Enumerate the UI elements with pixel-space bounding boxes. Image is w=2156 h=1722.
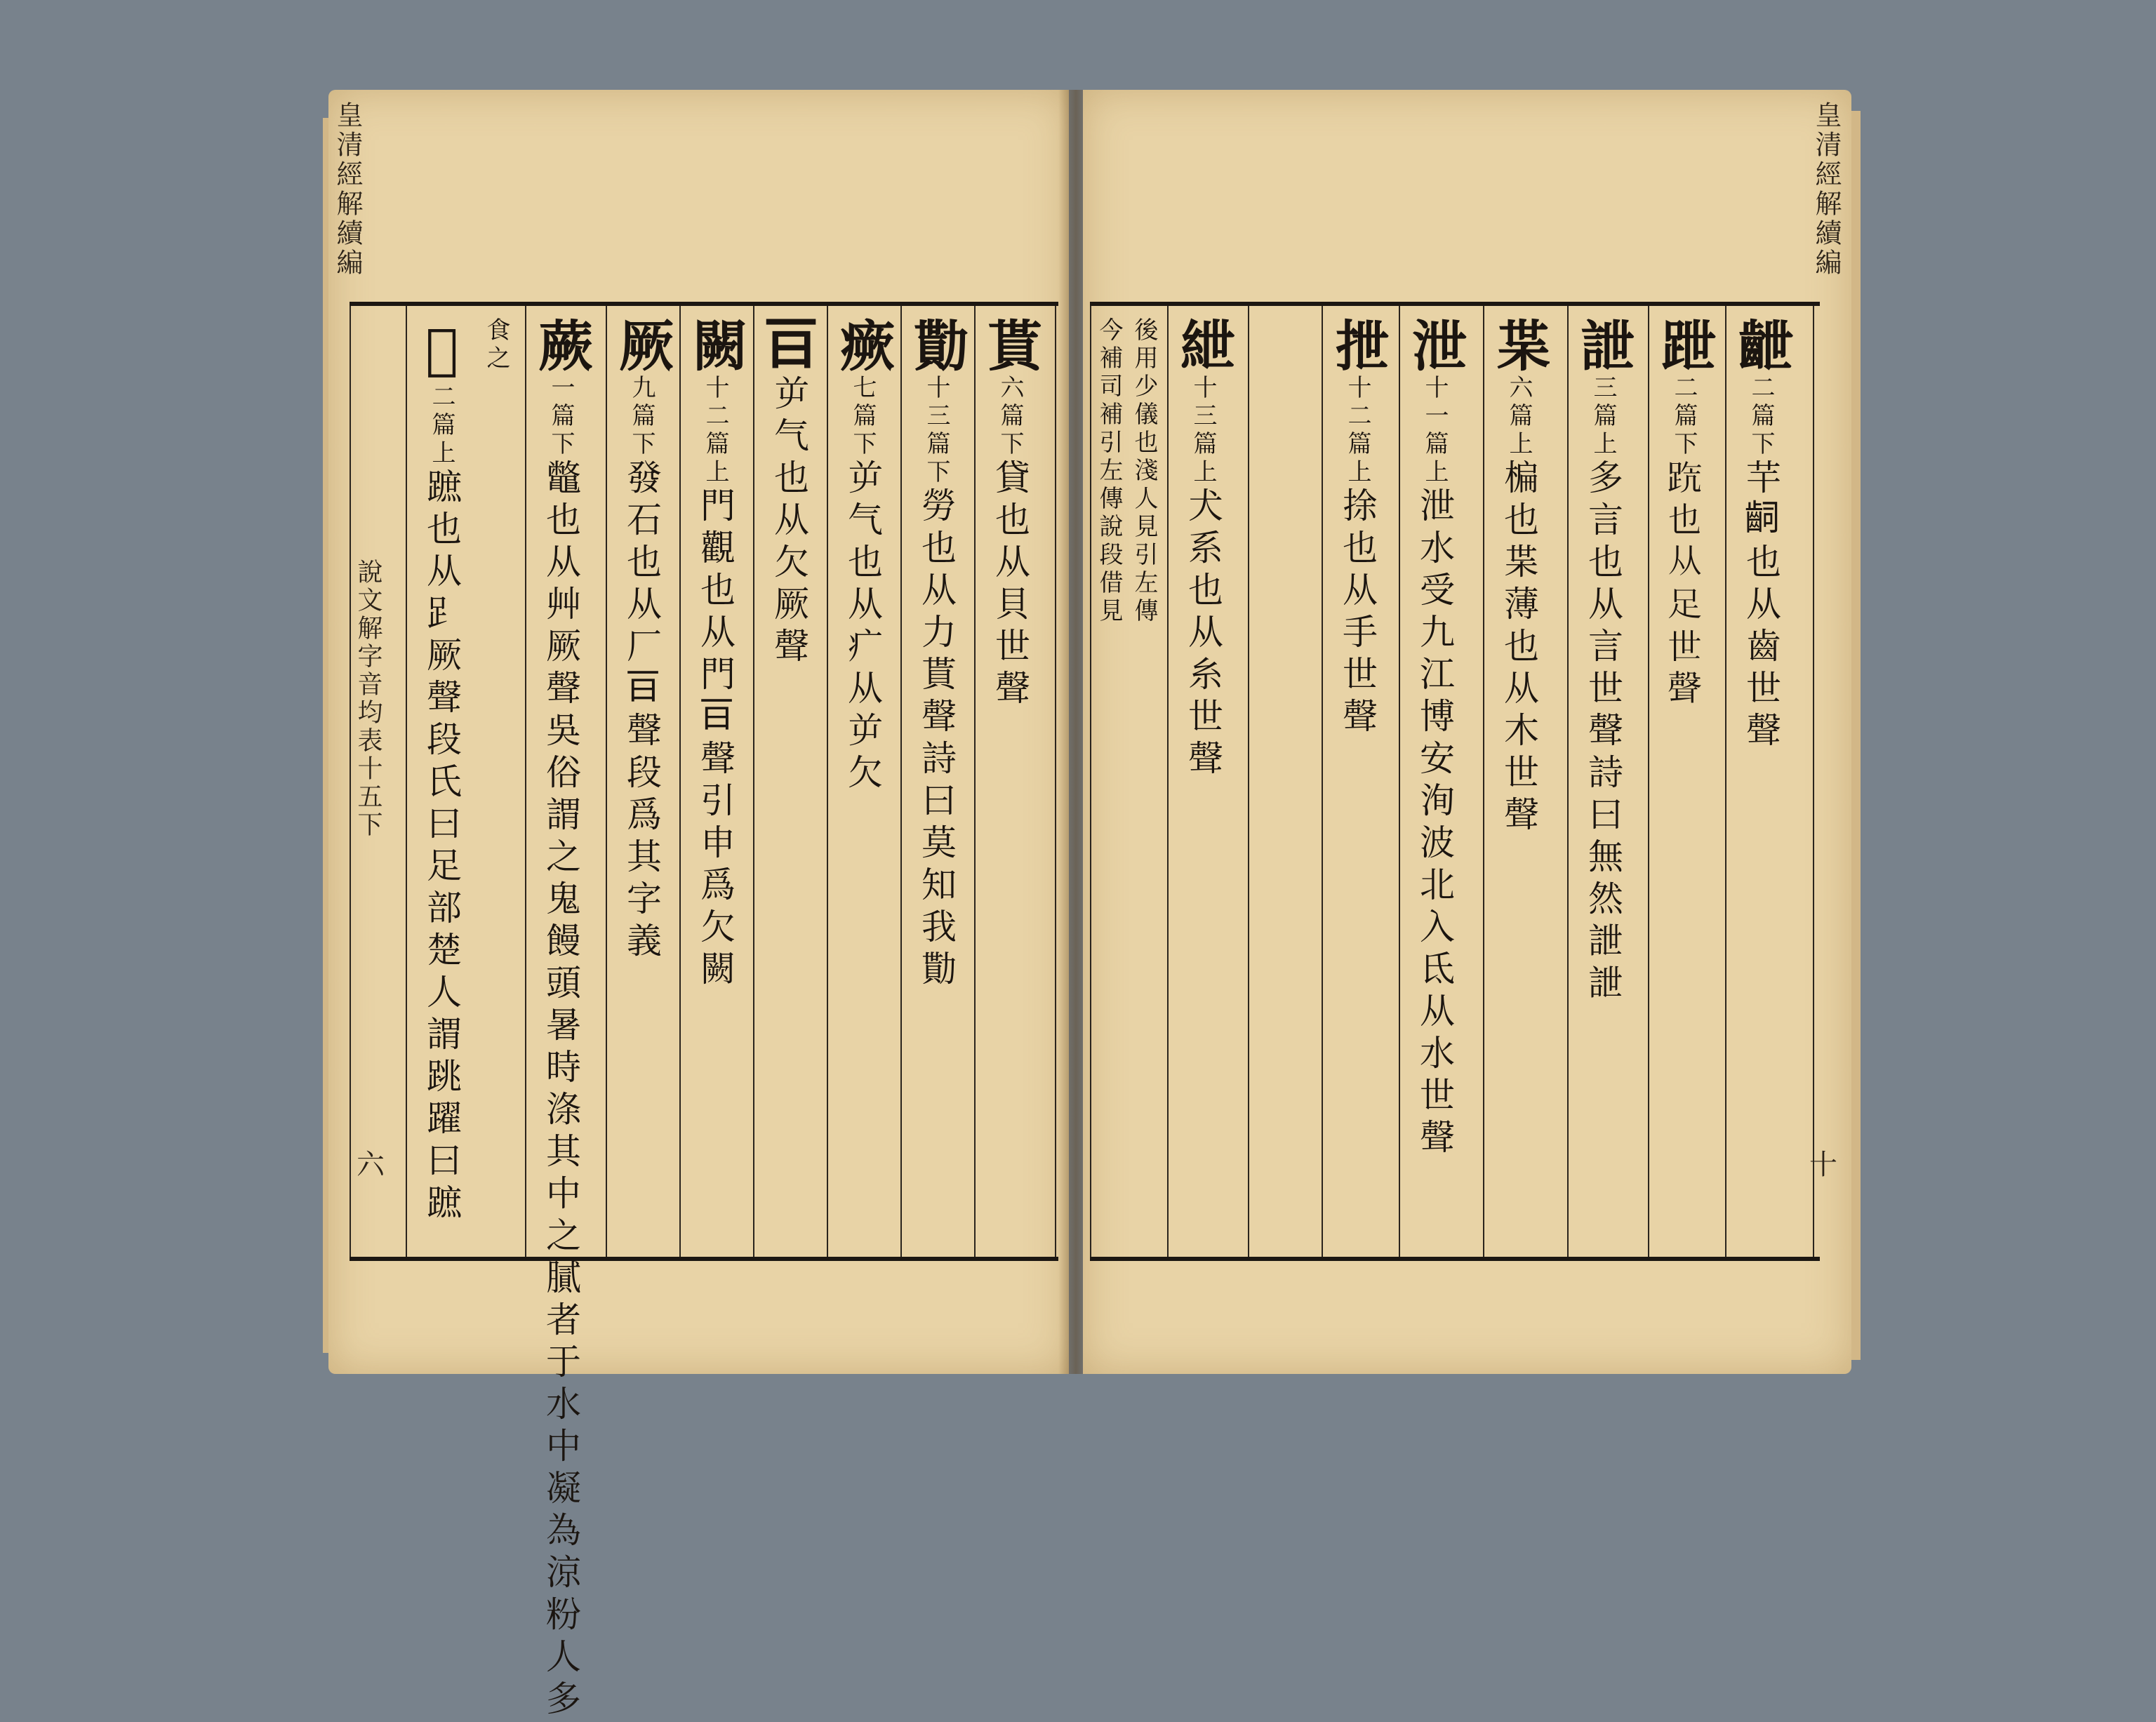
left-col-6: 𣄼屰气也从欠厥聲 [757,317,821,669]
left-col-2: 食之 [482,317,510,373]
right-col-2: 跇二篇下𨀫也从足世聲 [1652,317,1716,712]
right-col-3: 詍三篇上多言也从言世聲詩曰無然詍詍 [1571,317,1635,1006]
right-page [1083,90,1851,1374]
right-col-6: 抴十二篇上捈也从手世聲 [1326,317,1390,740]
left-folio: 六 [357,1149,385,1181]
right-col-1: 齛二篇下芉𪗪也从齒世聲 [1729,317,1793,754]
left-col-4: 厥九篇下發石也从厂𣄼聲段爲其字義 [610,317,674,964]
left-col-1: 𨆀二篇上蹠也从𧾷厥聲段氏曰足部楚人謂跳躍曰蹠 [410,317,474,1226]
right-col-7: 紲十三篇上犬系也从糸世聲 [1171,317,1235,782]
left-page [328,90,1069,1722]
left-spine-subtitle: 說文解字音均表十五下 [354,559,382,839]
left-spine-title: 皇清經解續編 [332,101,363,278]
right-text-frame [1090,302,1820,1261]
right-col-5: 泄十一篇上泄水受九江博安洵波北入氐从水世聲 [1403,317,1467,1161]
right-folio: 十 [1809,1149,1837,1181]
left-col-3: 蕨一篇下鼈也从艸厥聲吳俗謂之鬼饅頭暑時涤其中之膩者于水中凝為涼粉人多 [529,317,593,1722]
right-spine-title: 皇清經解續編 [1811,101,1842,278]
right-col-8b: 後用少儀也淺人見引左傳 [1130,317,1158,626]
left-col-9: 貰六篇下貸也从貝世聲 [978,317,1042,712]
right-col-4: 枼六篇上楄也枼薄也从木世聲 [1487,317,1551,838]
left-text-frame [350,302,1058,1722]
left-col-8: 勩十三篇下勞也从力貰聲詩曰莫知我勩 [905,317,969,992]
right-col-8: 今補司補引左傳說段借見 [1095,317,1123,626]
open-book [328,90,1851,1722]
left-col-7: 瘚七篇下屰气也从疒从屰欠 [831,317,895,796]
left-col-5: 闕十二篇上門觀也从門𣄼聲引申爲欠闕 [684,317,747,992]
